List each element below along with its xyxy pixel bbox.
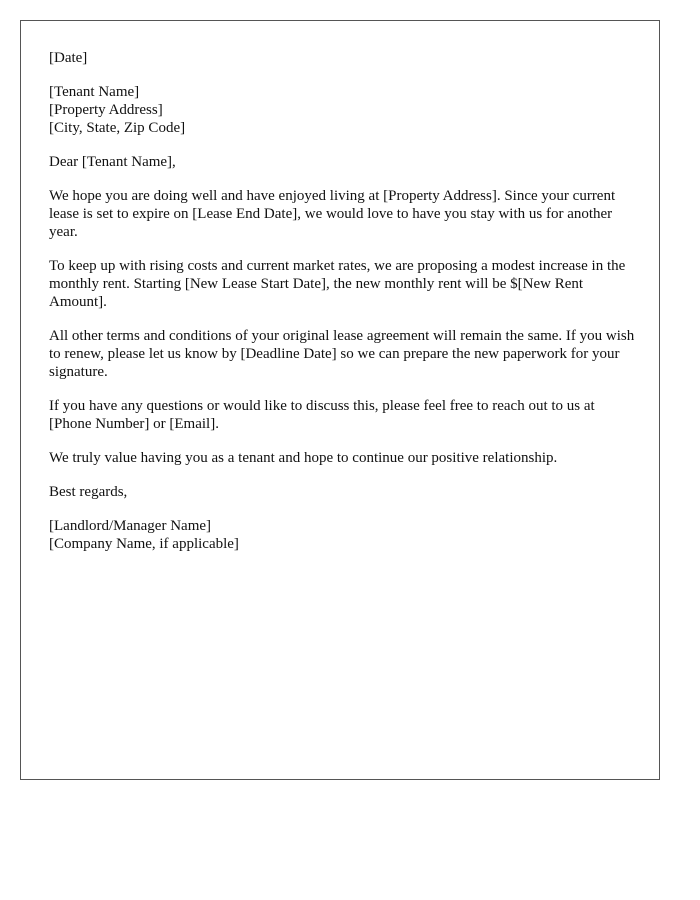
signature-block [49,517,639,553]
recipient-name: [Tenant Name] [49,84,140,100]
recipient-city-state-zip: [City, State, Zip Code] [49,120,186,136]
paragraph-appreciation: We truly value having you as a tenant and hope to continue our positive relationship. [49,450,558,466]
letter-page [20,20,660,780]
recipient-block [49,83,639,137]
paragraph-intro: We hope you are doing well and have enjoyed living at [Property Address]. Since your current lease is set to expire on [Lease End Date], we would love to have you stay with us for another year. [49,188,616,240]
recipient-address: [Property Address] [49,102,163,118]
closing: Best regards, [49,484,128,500]
signature-name: [Landlord/Manager Name] [49,518,212,534]
salutation: Dear [Tenant Name], [49,154,176,170]
paragraph-contact: If you have any questions or would like to discuss this, please feel free to reach out to us at [Phone Number] or [Email]. [49,398,595,432]
letter-body [49,49,639,569]
paragraph-rent-increase: To keep up with rising costs and current market rates, we are proposing a modest increase in the monthly rent. Starting [New Lease Start Date], the new monthly rent will be $[New Rent Amount]. [49,258,626,310]
paragraph-terms: All other terms and conditions of your original lease agreement will remain the same. If you wish to renew, please let us know by [Deadline Date] so we can prepare the new paperwork for your signature. [49,328,635,380]
letter-date: [Date] [49,50,88,66]
signature-company: [Company Name, if applicable] [49,536,239,552]
